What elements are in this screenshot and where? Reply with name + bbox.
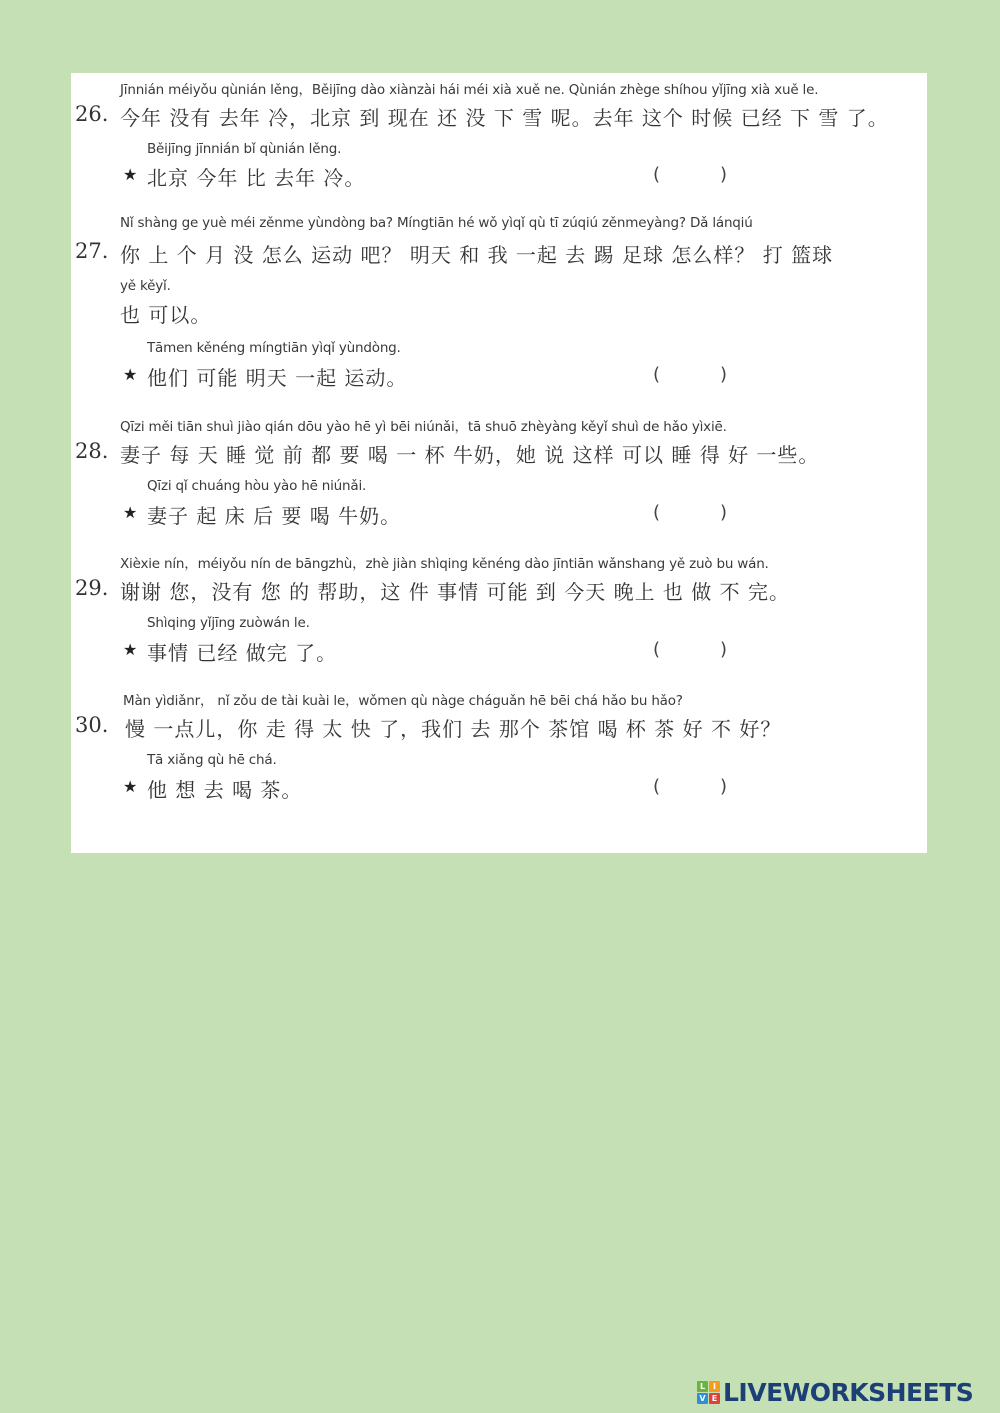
paren-open: ( <box>653 638 661 660</box>
logo-tile-e: E <box>709 1393 720 1404</box>
logo-tile-i: I <box>709 1381 720 1392</box>
star-icon: ★ <box>123 165 138 184</box>
question-pinyin: Qīzi měi tiān shuì jiào qián dōu yào hē yì bēi niúnǎi，tā shuō zhèyàng kěyǐ shuì de hǎo yìxiē. <box>120 419 727 435</box>
paren-open: ( <box>653 163 661 185</box>
question-text: 今年 没有 去年 冷，北京 到 现在 还 没 下 雪 呢。去年 这个 时候 已经 下 雪 了。 <box>120 106 889 130</box>
answer-field-30[interactable] <box>653 774 727 798</box>
question-text: 你 上 个 月 没 怎么 运动 吧？ 明天 和 我 一起 去 踢 足球 怎么样？ 打 篮球 <box>120 243 834 267</box>
statement-pinyin: Tā xiǎng qù hē chá. <box>147 752 277 768</box>
question-pinyin: Jīnnián méiyǒu qùnián lěng，Běijīng dào xiànzài hái méi xià xuě ne. Qùnián zhège shíhou yǐjīng xià xuě le. <box>120 82 819 98</box>
statement-pinyin: Qīzi qǐ chuáng hòu yào hē niúnǎi. <box>147 478 367 494</box>
statement-pinyin: Běijīng jīnnián bǐ qùnián lěng. <box>147 141 342 157</box>
question-number: 27. <box>75 239 109 263</box>
question-pinyin-continued: yě kěyǐ. <box>120 278 171 294</box>
paren-close: ) <box>719 363 727 385</box>
question-number: 29. <box>75 576 109 600</box>
logo-tile-l: L <box>697 1381 708 1392</box>
answer-field-29[interactable] <box>653 637 727 661</box>
paren-open: ( <box>653 363 661 385</box>
question-number: 26. <box>75 102 109 126</box>
question-pinyin: Nǐ shàng ge yuè méi zěnme yùndòng ba? Míngtiān hé wǒ yìqǐ qù tī zúqiú zěnmeyàng? Dǎ lánqiú <box>120 215 753 231</box>
paren-close: ) <box>719 163 727 185</box>
logo-tiles-icon <box>697 1381 720 1404</box>
statement-text: 他们 可能 明天 一起 运动。 <box>147 366 408 390</box>
answer-field-26[interactable] <box>653 162 727 186</box>
statement-text: 他 想 去 喝 茶。 <box>147 778 303 802</box>
worksheet-page <box>71 73 927 853</box>
question-pinyin: Xièxie nín，méiyǒu nín de bāngzhù，zhè jiàn shìqing kěnéng dào jīntiān wǎnshang yě zuò bu wán. <box>120 556 769 572</box>
logo-text: LIVEWORKSHEETS <box>723 1378 974 1407</box>
star-icon: ★ <box>123 503 138 522</box>
logo-tile-v: V <box>697 1393 708 1404</box>
paren-close: ) <box>719 638 727 660</box>
question-text-continued: 也 可以。 <box>120 303 212 327</box>
liveworksheets-logo[interactable] <box>697 1378 973 1407</box>
question-text: 慢 一点儿，你 走 得 太 快 了，我们 去 那个 茶馆 喝 杯 茶 好 不 好？ <box>125 717 782 741</box>
statement-pinyin: Tāmen kěnéng míngtiān yìqǐ yùndòng. <box>147 340 401 356</box>
statement-pinyin: Shìqing yǐjīng zuòwán le. <box>147 615 310 631</box>
star-icon: ★ <box>123 640 138 659</box>
question-text: 谢谢 您，没有 您 的 帮助，这 件 事情 可能 到 今天 晚上 也 做 不 完。 <box>120 580 791 604</box>
statement-text: 事情 已经 做完 了。 <box>147 641 338 665</box>
question-number: 30. <box>75 713 109 737</box>
statement-text: 北京 今年 比 去年 冷。 <box>147 166 366 190</box>
star-icon: ★ <box>123 365 138 384</box>
paren-open: ( <box>653 501 661 523</box>
question-text: 妻子 每 天 睡 觉 前 都 要 喝 一 杯 牛奶，她 说 这样 可以 睡 得 好 一些。 <box>120 443 820 467</box>
paren-open: ( <box>653 775 661 797</box>
question-pinyin: Màn yìdiǎnr， nǐ zǒu de tài kuài le，wǒmen qù nàge cháguǎn hē bēi chá hǎo bu hǎo? <box>123 693 683 709</box>
answer-field-28[interactable] <box>653 500 727 524</box>
statement-text: 妻子 起 床 后 要 喝 牛奶。 <box>147 504 402 528</box>
answer-field-27[interactable] <box>653 362 727 386</box>
star-icon: ★ <box>123 777 138 796</box>
paren-close: ) <box>719 501 727 523</box>
question-number: 28. <box>75 439 109 463</box>
paren-close: ) <box>719 775 727 797</box>
